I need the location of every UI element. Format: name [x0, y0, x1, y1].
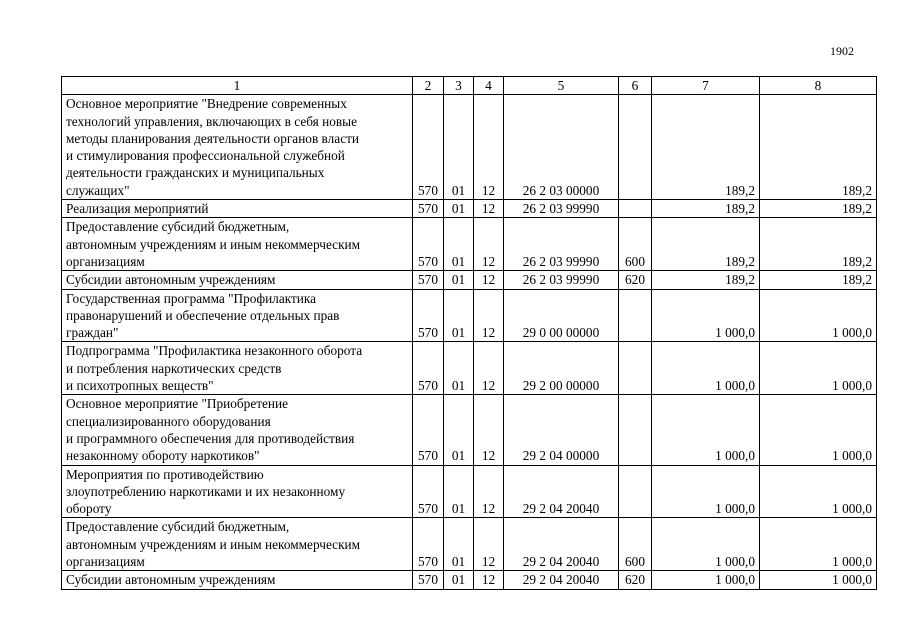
amount-cell-col8: 1 000,0 — [760, 395, 877, 465]
expense-name-cell — [62, 571, 413, 589]
expense-name-line: Предоставление субсидий бюджетным, — [66, 519, 290, 535]
table-row — [62, 465, 877, 518]
table-row — [62, 271, 877, 289]
expense-name-line: организациям — [66, 253, 145, 269]
subsection-code-cell: 12 — [474, 395, 504, 465]
ministry-code-cell: 570 — [413, 271, 444, 289]
table-body — [62, 95, 877, 589]
expense-name-line: незаконному обороту наркотиков" — [66, 448, 260, 464]
section-code-cell: 01 — [444, 465, 474, 518]
target-article-cell: 26 2 03 00000 — [504, 95, 619, 200]
ministry-code-cell: 570 — [413, 518, 444, 571]
header-cell-8: 8 — [760, 77, 877, 95]
target-article-cell: 29 2 00 00000 — [504, 342, 619, 395]
expense-name-line: деятельности гражданских и муниципальных — [66, 165, 325, 181]
expense-type-cell — [619, 342, 652, 395]
subsection-code-cell: 12 — [474, 271, 504, 289]
section-code-cell: 01 — [444, 271, 474, 289]
expense-name-line: и стимулирования профессиональной служебной — [66, 148, 345, 164]
target-article-cell: 29 2 04 20040 — [504, 465, 619, 518]
expense-name-line: Реализация мероприятий — [66, 201, 209, 217]
section-code-cell: 01 — [444, 95, 474, 200]
table-row — [62, 342, 877, 395]
table-row — [62, 218, 877, 271]
target-article-cell: 26 2 03 99990 — [504, 218, 619, 271]
amount-cell-col8: 1 000,0 — [760, 289, 877, 342]
ministry-code-cell: 570 — [413, 342, 444, 395]
subsection-code-cell: 12 — [474, 95, 504, 200]
amount-cell-col8: 1 000,0 — [760, 342, 877, 395]
subsection-code-cell: 12 — [474, 289, 504, 342]
ministry-code-cell: 570 — [413, 289, 444, 342]
ministry-code-cell: 570 — [413, 218, 444, 271]
amount-cell-col8: 1 000,0 — [760, 465, 877, 518]
expense-name-cell — [62, 289, 413, 342]
expense-type-cell — [619, 465, 652, 518]
header-cell-3: 3 — [444, 77, 474, 95]
header-cell-4: 4 — [474, 77, 504, 95]
table-row — [62, 289, 877, 342]
section-code-cell: 01 — [444, 571, 474, 589]
expense-name-line: и потребления наркотических средств — [66, 360, 282, 376]
target-article-cell: 29 2 04 20040 — [504, 571, 619, 589]
expense-name-line: граждан" — [66, 325, 119, 341]
subsection-code-cell: 12 — [474, 465, 504, 518]
ministry-code-cell: 570 — [413, 571, 444, 589]
table-row — [62, 518, 877, 571]
expense-name-line: правонарушений и обеспечение отдельных прав — [66, 307, 340, 323]
expense-name-line: технологий управления, включающих в себя новые — [66, 113, 357, 129]
expense-type-cell: 620 — [619, 271, 652, 289]
page-number: 1902 — [830, 44, 854, 58]
expense-type-cell: 620 — [619, 571, 652, 589]
amount-cell-col8: 1 000,0 — [760, 518, 877, 571]
header-cell-2: 2 — [413, 77, 444, 95]
expense-name-line: Мероприятия по противодействию — [66, 466, 264, 482]
amount-cell-col7: 1 000,0 — [652, 571, 760, 589]
expense-name-cell — [62, 395, 413, 465]
expense-name-line: Подпрограмма "Профилактика незаконного оборота — [66, 343, 363, 359]
target-article-cell: 29 2 04 20040 — [504, 518, 619, 571]
expense-name-line: обороту — [66, 501, 112, 517]
target-article-cell: 29 0 00 00000 — [504, 289, 619, 342]
expense-name-line: специализированного оборудования — [66, 413, 271, 429]
expense-name-cell — [62, 518, 413, 571]
expense-name-line: Основное мероприятие "Внедрение современных — [66, 96, 347, 112]
expense-name-line: Основное мероприятие "Приобретение — [66, 396, 289, 412]
amount-cell-col7: 1 000,0 — [652, 518, 760, 571]
column-number-row — [62, 77, 877, 95]
amount-cell-col7: 1 000,0 — [652, 395, 760, 465]
expense-name-line: и психотропных веществ" — [66, 378, 214, 394]
expense-name-cell — [62, 271, 413, 289]
section-code-cell: 01 — [444, 218, 474, 271]
subsection-code-cell: 12 — [474, 518, 504, 571]
expense-type-cell — [619, 289, 652, 342]
amount-cell-col7: 189,2 — [652, 218, 760, 271]
table-row — [62, 395, 877, 465]
target-article-cell: 26 2 03 99990 — [504, 200, 619, 218]
table-row — [62, 571, 877, 589]
ministry-code-cell: 570 — [413, 395, 444, 465]
expense-name-line: автономным учреждениям и иным некоммерческим — [66, 236, 361, 252]
target-article-cell: 26 2 03 99990 — [504, 271, 619, 289]
section-code-cell: 01 — [444, 518, 474, 571]
expense-name-line: служащих" — [66, 182, 130, 198]
target-article-cell: 29 2 04 00000 — [504, 395, 619, 465]
expense-name-cell — [62, 200, 413, 218]
expense-name-line: Субсидии автономным учреждениям — [66, 272, 276, 288]
amount-cell-col7: 189,2 — [652, 271, 760, 289]
expense-name-line: автономным учреждениям и иным некоммерческим — [66, 536, 361, 552]
subsection-code-cell: 12 — [474, 342, 504, 395]
expense-name-cell — [62, 465, 413, 518]
expense-name-line: злоупотреблению наркотиками и их незаконному — [66, 483, 346, 499]
ministry-code-cell: 570 — [413, 465, 444, 518]
expense-name-cell — [62, 218, 413, 271]
expense-name-cell — [62, 95, 413, 200]
expense-name-line: Субсидии автономным учреждениям — [66, 572, 276, 588]
amount-cell-col8: 189,2 — [760, 200, 877, 218]
expense-type-cell — [619, 395, 652, 465]
subsection-code-cell: 12 — [474, 200, 504, 218]
expense-name-line: Государственная программа "Профилактика — [66, 290, 317, 306]
ministry-code-cell: 570 — [413, 95, 444, 200]
table-row — [62, 95, 877, 200]
section-code-cell: 01 — [444, 200, 474, 218]
ministry-code-cell: 570 — [413, 200, 444, 218]
expense-type-cell: 600 — [619, 518, 652, 571]
expense-name-cell — [62, 342, 413, 395]
expense-type-cell: 600 — [619, 218, 652, 271]
expense-name-line: и программного обеспечения для противодействия — [66, 430, 355, 446]
amount-cell-col8: 189,2 — [760, 95, 877, 200]
amount-cell-col8: 189,2 — [760, 218, 877, 271]
amount-cell-col8: 1 000,0 — [760, 571, 877, 589]
section-code-cell: 01 — [444, 395, 474, 465]
amount-cell-col7: 189,2 — [652, 200, 760, 218]
amount-cell-col7: 1 000,0 — [652, 342, 760, 395]
header-cell-6: 6 — [619, 77, 652, 95]
budget-table — [61, 76, 877, 590]
subsection-code-cell: 12 — [474, 571, 504, 589]
expense-name-line: Предоставление субсидий бюджетным, — [66, 219, 290, 235]
table-row — [62, 200, 877, 218]
expense-name-line: организациям — [66, 554, 145, 570]
section-code-cell: 01 — [444, 342, 474, 395]
header-cell-7: 7 — [652, 77, 760, 95]
header-cell-1: 1 — [62, 77, 413, 95]
subsection-code-cell: 12 — [474, 218, 504, 271]
expense-name-line: методы планирования деятельности органов власти — [66, 130, 360, 146]
section-code-cell: 01 — [444, 289, 474, 342]
header-cell-5: 5 — [504, 77, 619, 95]
amount-cell-col8: 189,2 — [760, 271, 877, 289]
amount-cell-col7: 189,2 — [652, 95, 760, 200]
expense-type-cell — [619, 200, 652, 218]
amount-cell-col7: 1 000,0 — [652, 289, 760, 342]
expense-type-cell — [619, 95, 652, 200]
amount-cell-col7: 1 000,0 — [652, 465, 760, 518]
